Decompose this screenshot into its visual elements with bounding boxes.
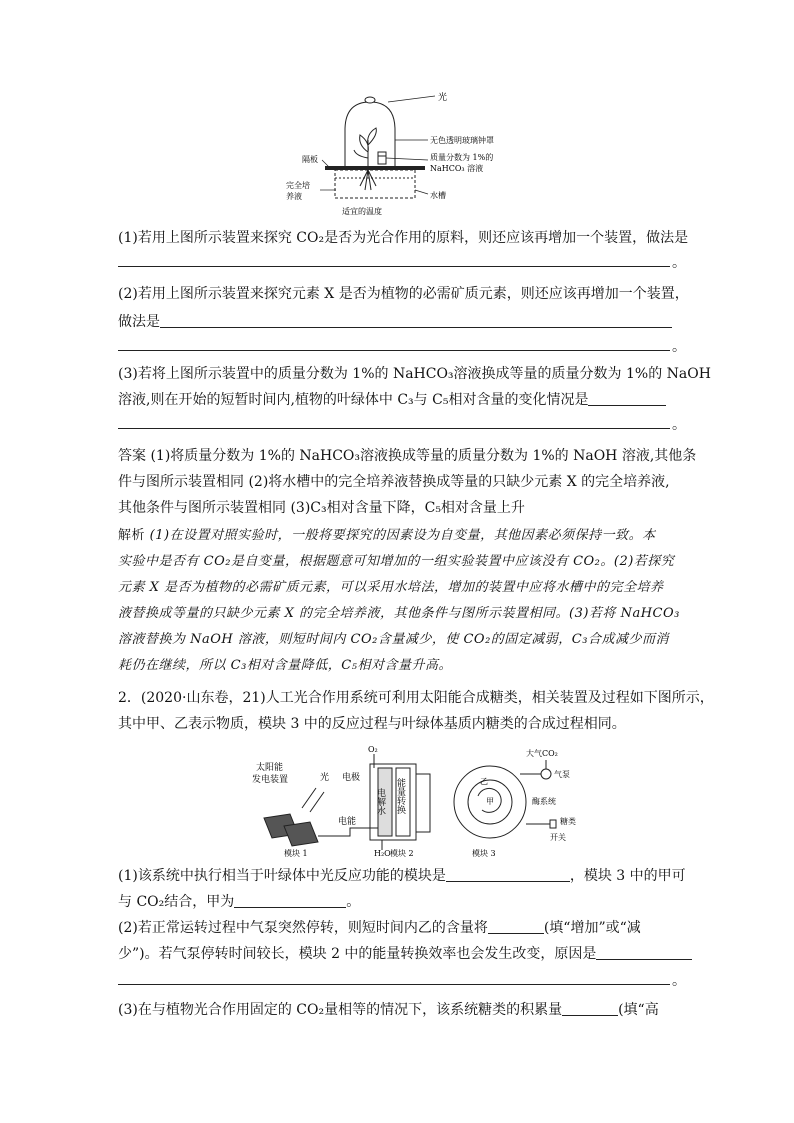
fig2-label-jia: 甲: [486, 797, 494, 806]
label-temperature: 适宜的温度: [342, 207, 382, 216]
q1-answer-blank-3[interactable]: [118, 350, 670, 351]
fig2-label-o2: O₂: [368, 745, 378, 754]
explanation-line-3: 元素 X 是否为植物的必需矿质元素，可以采用水培法，增加的装置中应将水槽中的完全培养: [118, 580, 664, 595]
q2-sub1-lead: (1)该系统中执行相当于叶绿体中光反应功能的模块是: [118, 868, 446, 884]
label-nutrient-1: 完全培: [286, 181, 310, 190]
q1-part2-lead: 做法是: [118, 314, 160, 330]
q1-period-2: 。: [672, 339, 686, 355]
bell-jar-figure: [270, 90, 520, 222]
q2-sub1-lead-2: 与 CO₂结合，甲为: [118, 894, 235, 910]
q1-part3-lead: 溶液,则在开始的短暂时间内,植物的叶绿体中 C₃与 C₅相对含量的变化情况是: [118, 392, 589, 408]
q2-sub1-tail: ，模块 3 中的甲可: [569, 868, 686, 884]
fig2-label-module3: 模块 3: [472, 849, 496, 858]
q1-answer-blank-1[interactable]: [118, 266, 670, 267]
label-bell-jar: 无色透明玻璃钟罩: [430, 136, 494, 145]
q2-sub2-line1: [118, 918, 678, 938]
fig2-label-electrode: 电极: [342, 773, 361, 783]
fig2-label-enzyme: 酶系统: [532, 797, 556, 806]
fig2-label-sugar: 糖类: [560, 817, 576, 826]
explanation-line-2: 实验中是否有 CO₂是自变量，根据题意可知增加的一组实验装置中应该没有 CO₂。(2)若探究: [118, 554, 675, 569]
q2-period: 。: [672, 973, 686, 989]
fig2-label-solar: 太阳能: [256, 763, 284, 773]
fig2-label-pump: 气泵: [554, 770, 570, 779]
q2-stem-line2: 其中甲、乙表示物质，模块 3 中的反应过程与叶绿体基质内糖类的合成过程相同。: [118, 716, 626, 732]
q2-sub3-lead: (3)在与植物光合作用固定的 CO₂量相等的情况下，该系统糖类的积累量: [118, 1002, 563, 1018]
explanation-text-1: (1)在设置对照实验时，一般将要探究的因素设为自变量，其他因素必须保持一致。本: [149, 528, 656, 543]
explanation-line-1: [118, 526, 678, 546]
fig2-label-switch: 开关: [550, 833, 566, 842]
q1-part3-line2: [118, 390, 678, 410]
fig2-label-module1: 模块 1: [284, 849, 308, 858]
label-light: 光: [438, 93, 448, 103]
q2-answer-blank-1[interactable]: [446, 867, 570, 882]
fig2-label-electric: 电能: [338, 817, 357, 827]
label-solution-2: NaHCO₃ 溶液: [430, 164, 484, 173]
label-nutrient-2: 养液: [286, 192, 302, 201]
q2-sub2-tail: (填“增加”或“减: [543, 920, 641, 936]
answer-line-1: [118, 446, 697, 466]
q2-answer-blank-3[interactable]: [488, 919, 544, 934]
q2-sub1-line2: [118, 892, 678, 912]
fig2-label-energy: 能量转换: [395, 778, 405, 814]
artificial-photosynthesis-figure: [250, 744, 590, 860]
q2-sub3-line1: [118, 1000, 678, 1020]
q2-answer-blank-4[interactable]: [596, 945, 692, 960]
q2-sub2-line2: [118, 944, 678, 964]
fig2-label-electrolysis: 电解水: [375, 788, 385, 815]
fig2-label-module2: 模块 2: [390, 849, 414, 858]
fig2-label-yi: 乙: [480, 777, 488, 786]
q1-part2-line1: (2)若用上图所示装置来探究元素 X 是否为植物的必需矿质元素，则还应该再增加一个装置，: [118, 286, 689, 302]
q1-part2-line2: [118, 312, 678, 332]
answer-line-3: 其他条件与图所示装置相同 (3)C₃相对含量下降，C₅相对含量上升: [118, 500, 525, 516]
q2-sub1-line1: [118, 866, 686, 886]
q2-sub2-lead-2: 少”)。若气泵停转时间较长，模块 2 中的能量转换效率也会发生改变，原因是: [118, 946, 597, 962]
answer-line-2: 件与图所示装置相同 (2)将水槽中的完全培养液替换成等量的只缺少元素 X 的完全培养液,: [118, 474, 670, 490]
q2-sub1-period: 。: [346, 894, 361, 910]
q2-answer-blank-5[interactable]: [118, 984, 670, 985]
q1-part3-line1: (3)若将上图所示装置中的质量分数为 1%的 NaHCO₃溶液换成等量的质量分数为 1%的 NaOH: [118, 366, 711, 382]
q2-answer-blank-2[interactable]: [234, 893, 346, 908]
fig2-label-h2o: H₂O: [374, 849, 391, 858]
q2-answer-blank-6[interactable]: [562, 1001, 618, 1016]
q2-sub3-tail: (填“高: [618, 1002, 659, 1018]
q1-period-3: 。: [672, 417, 686, 433]
q1-answer-blank-4[interactable]: [588, 391, 666, 406]
label-partition: 隔板: [302, 155, 318, 164]
q1-period-1: 。: [672, 255, 686, 271]
answer-head: 答案: [118, 448, 146, 464]
q1-answer-blank-2[interactable]: [160, 313, 672, 328]
explanation-line-5: 溶液替换为 NaOH 溶液，则短时间内 CO₂含量减少，使 CO₂的固定减弱，C₃合成减少而消: [118, 632, 669, 647]
q1-part1: (1)若用上图所示装置来探究 CO₂是否为光合作用的原料，则还应该再增加一个装置，做法是: [118, 230, 689, 246]
explanation-line-6: 耗仍在继续，所以 C₃相对含量降低，C₅相对含量升高。: [118, 658, 452, 673]
label-tank: 水槽: [430, 191, 446, 200]
q2-sub2-lead: (2)若正常运转过程中气泵突然停转，则短时间内乙的含量将: [118, 920, 488, 936]
q2-stem-line1: 2．(2020·山东卷，21)人工光合作用系统可利用太阳能合成糖类，相关装置及过程如下图所示，: [118, 690, 714, 706]
label-solution-1: 质量分数为 1%的: [430, 153, 494, 162]
fig2-label-light: 光: [320, 773, 330, 783]
explanation-head: 解析: [118, 528, 146, 543]
q1-answer-blank-5[interactable]: [118, 428, 670, 429]
fig2-label-solar-2: 发电装置: [252, 775, 289, 785]
explanation-line-4: 液替换成等量的只缺少元素 X 的完全培养液，其他条件与图所示装置相同。(3)若将 NaHCO₃: [118, 606, 680, 621]
answer-text-1: (1)将质量分数为 1%的 NaHCO₃溶液换成等量的质量分数为 1%的 NaOH 溶液,其他条: [150, 448, 697, 464]
fig2-label-atm-co2: 大气CO₂: [526, 749, 558, 758]
